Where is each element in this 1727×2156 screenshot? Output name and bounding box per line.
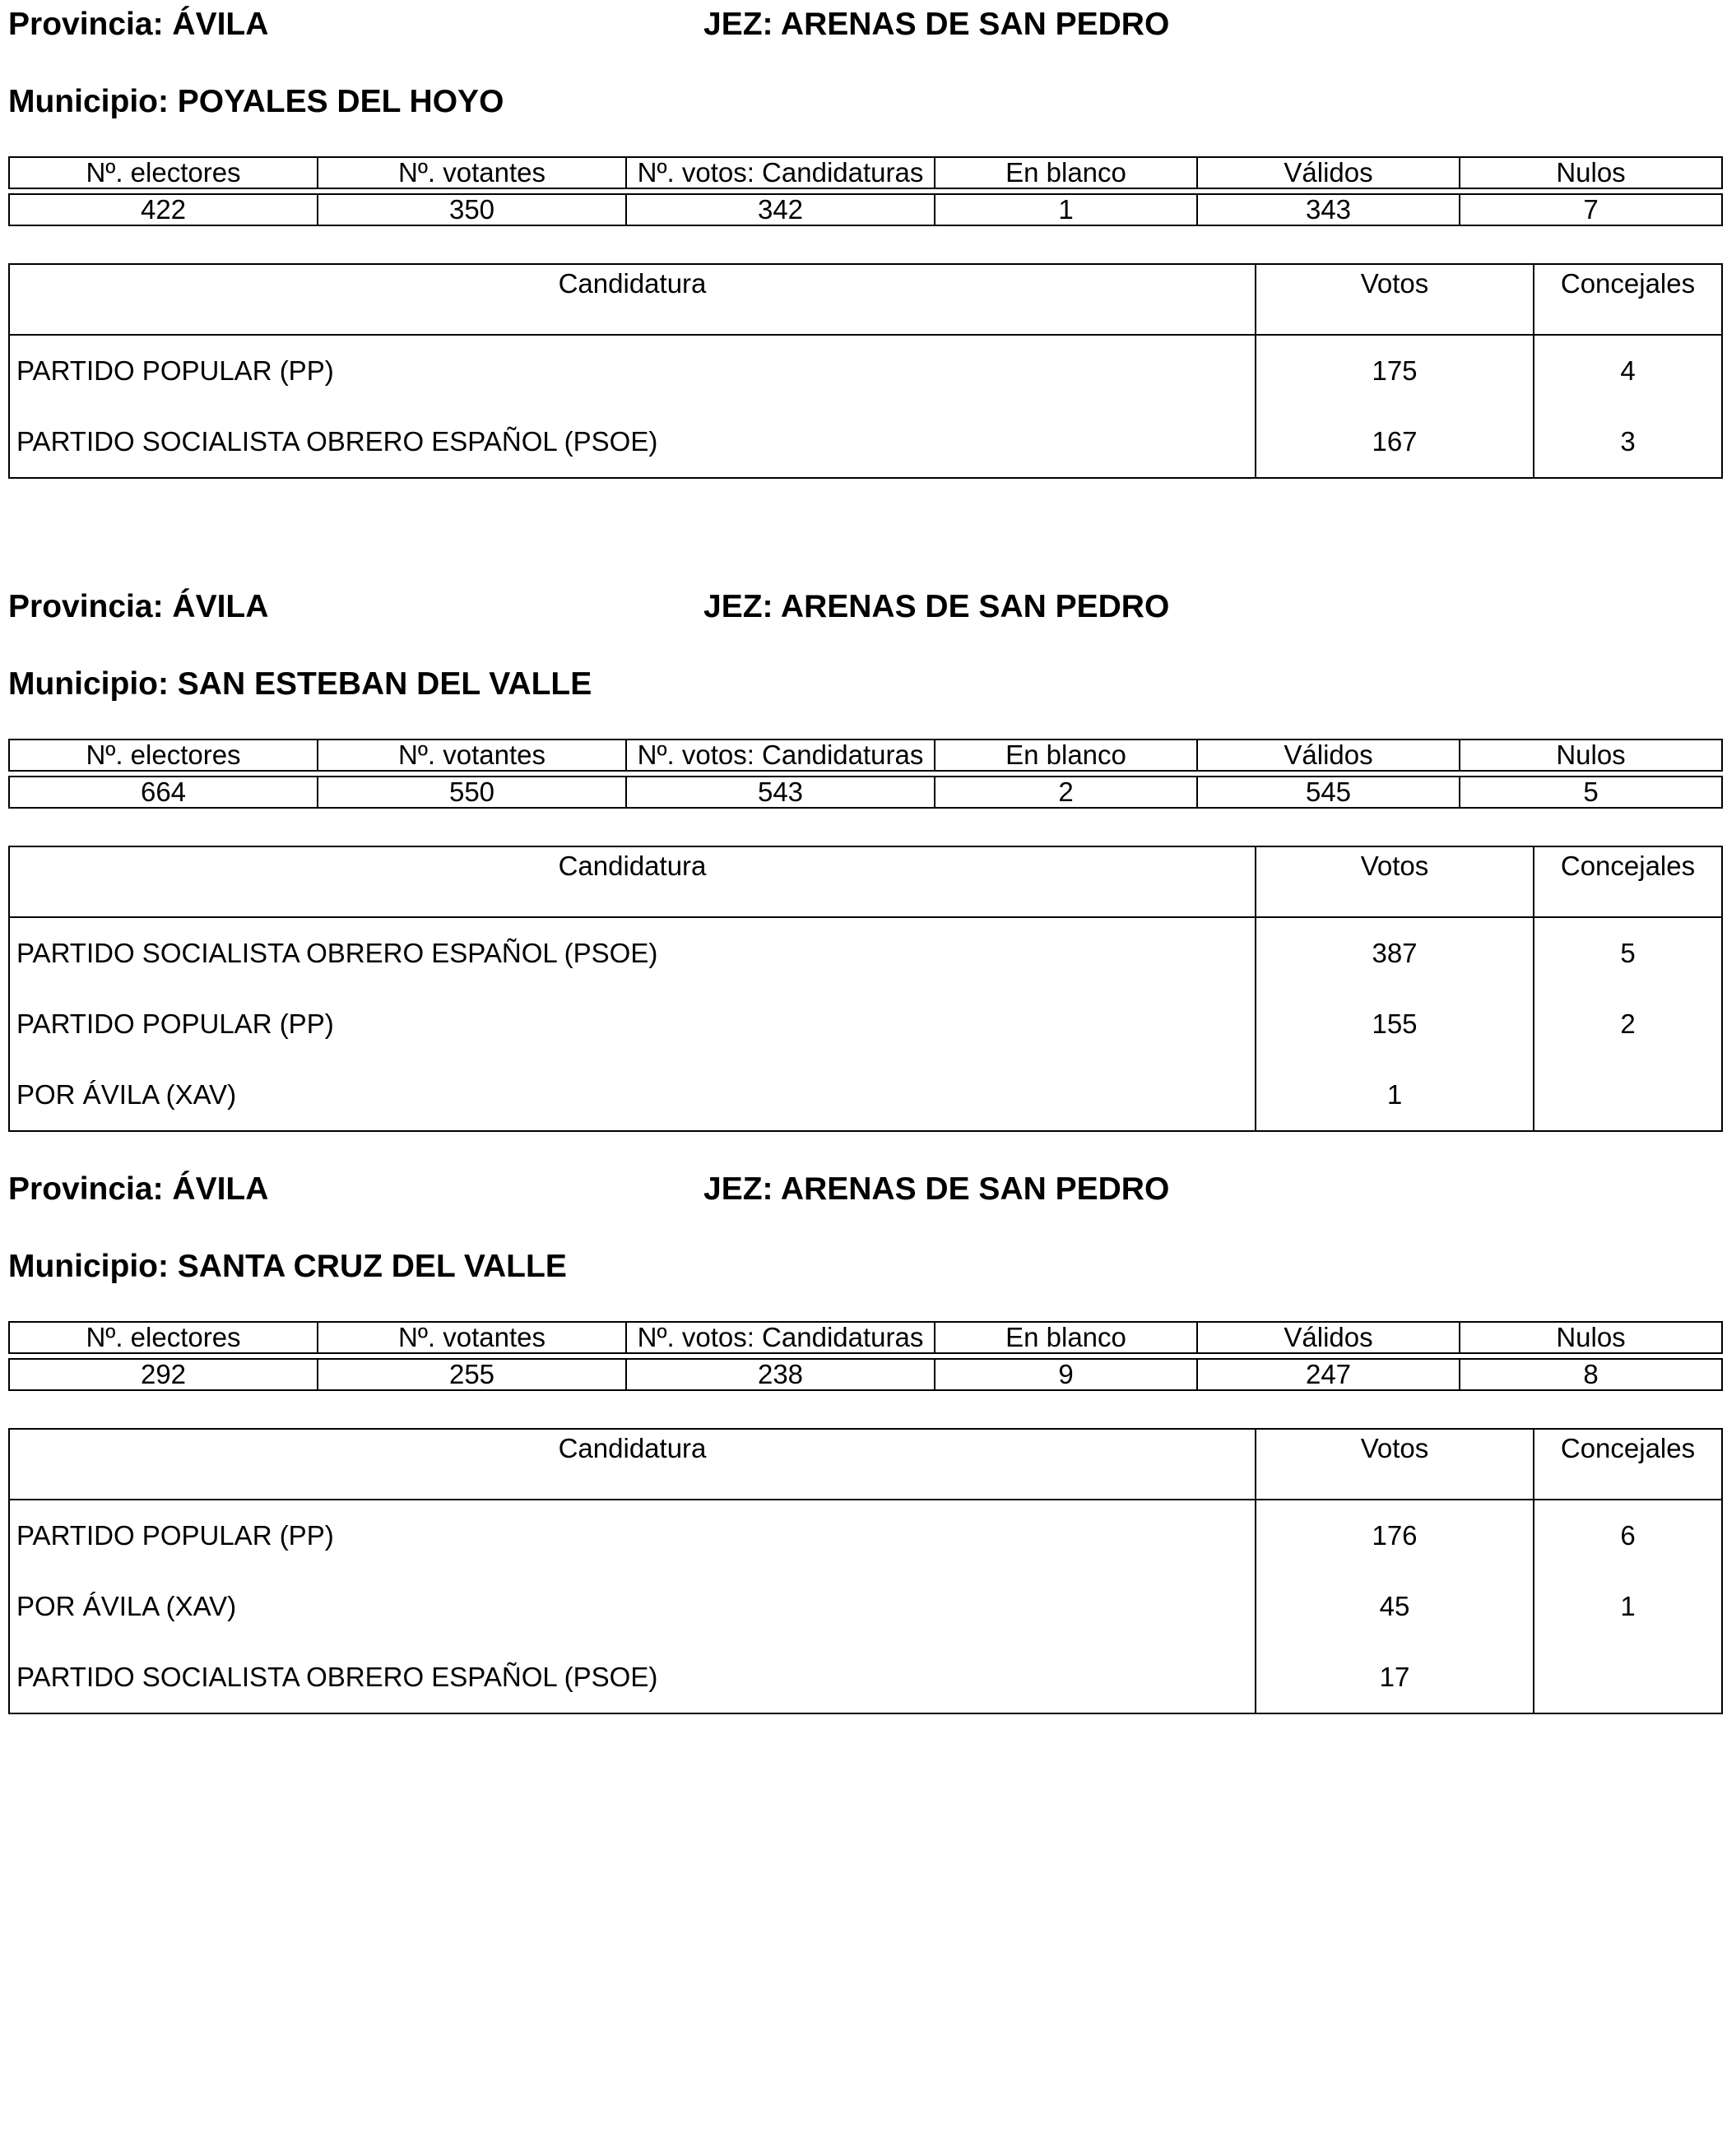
candidatura-concejales: 4: [1534, 335, 1722, 406]
value-votantes: 255: [318, 1359, 626, 1390]
value-electores: 292: [9, 1359, 318, 1390]
value-validos: 247: [1197, 1359, 1460, 1390]
municipio-block-2: [8, 589, 1721, 1110]
header-validos: Válidos: [1197, 740, 1460, 771]
candidatura-concejales: [1534, 1642, 1722, 1713]
header-votos: Votos: [1256, 264, 1534, 335]
value-votos-candidaturas: 543: [626, 777, 935, 808]
value-electores: 664: [9, 777, 318, 808]
stats-values-row: [9, 194, 1722, 225]
municipio-title: Municipio: POYALES DEL HOYO: [8, 84, 504, 119]
value-votantes: 550: [318, 777, 626, 808]
value-nulos: 5: [1460, 777, 1722, 808]
candidatura-row: [9, 917, 1722, 989]
municipio-block-3: [8, 1171, 1721, 1692]
value-validos: 545: [1197, 777, 1460, 808]
candidatura-name: PARTIDO POPULAR (PP): [9, 335, 1256, 406]
header-electores: Nº. electores: [9, 740, 318, 771]
candidatura-votos: 176: [1256, 1500, 1534, 1571]
provincia-label: Provincia: ÁVILA: [8, 589, 269, 624]
candidatura-votos: 17: [1256, 1642, 1534, 1713]
stats-table: [8, 156, 1723, 226]
header-validos: Válidos: [1197, 1322, 1460, 1353]
candidatura-votos: 387: [1256, 917, 1534, 989]
header-votos-candidaturas: Nº. votos: Candidaturas: [626, 740, 935, 771]
header-validos: Válidos: [1197, 157, 1460, 188]
candidatura-name: PARTIDO POPULAR (PP): [9, 989, 1256, 1059]
candidatura-votos: 175: [1256, 335, 1534, 406]
candidatura-row: [9, 989, 1722, 1059]
header-row: [8, 589, 1721, 638]
stats-header-row: [9, 740, 1722, 771]
candidatura-votos: 167: [1256, 406, 1534, 478]
stats-values-row: [9, 1359, 1722, 1390]
candidaturas-table: [8, 846, 1723, 1132]
candidatura-concejales: 2: [1534, 989, 1722, 1059]
header-concejales: Concejales: [1534, 264, 1722, 335]
stats-header-row: [9, 157, 1722, 188]
candidaturas-table: [8, 1428, 1723, 1714]
candidatura-name: POR ÁVILA (XAV): [9, 1571, 1256, 1642]
header-row: [8, 7, 1721, 56]
candidatura-concejales: 3: [1534, 406, 1722, 478]
stats-table: [8, 739, 1723, 809]
candidaturas-header-row: [9, 264, 1722, 335]
header-nulos: Nulos: [1460, 1322, 1722, 1353]
candidaturas-table: [8, 263, 1723, 479]
provincia-label: Provincia: ÁVILA: [8, 1171, 269, 1207]
header-concejales: Concejales: [1534, 1429, 1722, 1500]
header-votantes: Nº. votantes: [318, 740, 626, 771]
candidatura-row: [9, 406, 1722, 478]
value-en-blanco: 2: [935, 777, 1197, 808]
candidatura-concejales: [1534, 1059, 1722, 1131]
header-votantes: Nº. votantes: [318, 1322, 626, 1353]
municipio-title: Municipio: SAN ESTEBAN DEL VALLE: [8, 666, 592, 702]
header-en-blanco: En blanco: [935, 157, 1197, 188]
header-votos-candidaturas: Nº. votos: Candidaturas: [626, 1322, 935, 1353]
stats-header-row: [9, 1322, 1722, 1353]
jez-label: JEZ: ARENAS DE SAN PEDRO: [703, 7, 1170, 42]
jez-label: JEZ: ARENAS DE SAN PEDRO: [703, 1171, 1170, 1207]
candidatura-name: PARTIDO POPULAR (PP): [9, 1500, 1256, 1571]
value-nulos: 8: [1460, 1359, 1722, 1390]
jez-label: JEZ: ARENAS DE SAN PEDRO: [703, 589, 1170, 624]
header-row: [8, 1171, 1721, 1221]
value-en-blanco: 9: [935, 1359, 1197, 1390]
candidaturas-header-row: [9, 1429, 1722, 1500]
header-concejales: Concejales: [1534, 846, 1722, 917]
stats-table: [8, 1321, 1723, 1391]
candidatura-votos: 1: [1256, 1059, 1534, 1131]
candidatura-name: POR ÁVILA (XAV): [9, 1059, 1256, 1131]
candidatura-row: [9, 1059, 1722, 1131]
candidatura-row: [9, 335, 1722, 406]
value-electores: 422: [9, 194, 318, 225]
header-en-blanco: En blanco: [935, 740, 1197, 771]
candidatura-concejales: 6: [1534, 1500, 1722, 1571]
candidatura-name: PARTIDO SOCIALISTA OBRERO ESPAÑOL (PSOE): [9, 1642, 1256, 1713]
candidatura-row: [9, 1642, 1722, 1713]
value-votos-candidaturas: 342: [626, 194, 935, 225]
header-votos-candidaturas: Nº. votos: Candidaturas: [626, 157, 935, 188]
header-votos: Votos: [1256, 846, 1534, 917]
value-votos-candidaturas: 238: [626, 1359, 935, 1390]
value-nulos: 7: [1460, 194, 1722, 225]
candidaturas-header-row: [9, 846, 1722, 917]
candidatura-concejales: 1: [1534, 1571, 1722, 1642]
header-nulos: Nulos: [1460, 157, 1722, 188]
candidatura-name: PARTIDO SOCIALISTA OBRERO ESPAÑOL (PSOE): [9, 917, 1256, 989]
municipio-block-1: [8, 7, 1721, 457]
candidatura-row: [9, 1571, 1722, 1642]
municipio-title: Municipio: SANTA CRUZ DEL VALLE: [8, 1249, 567, 1284]
header-candidatura: Candidatura: [9, 846, 1256, 917]
header-electores: Nº. electores: [9, 1322, 318, 1353]
header-en-blanco: En blanco: [935, 1322, 1197, 1353]
candidatura-name: PARTIDO SOCIALISTA OBRERO ESPAÑOL (PSOE): [9, 406, 1256, 478]
value-validos: 343: [1197, 194, 1460, 225]
candidatura-votos: 45: [1256, 1571, 1534, 1642]
header-electores: Nº. electores: [9, 157, 318, 188]
candidatura-concejales: 5: [1534, 917, 1722, 989]
candidatura-votos: 155: [1256, 989, 1534, 1059]
header-candidatura: Candidatura: [9, 1429, 1256, 1500]
header-votos: Votos: [1256, 1429, 1534, 1500]
header-nulos: Nulos: [1460, 740, 1722, 771]
provincia-label: Provincia: ÁVILA: [8, 7, 269, 42]
header-votantes: Nº. votantes: [318, 157, 626, 188]
candidatura-row: [9, 1500, 1722, 1571]
header-candidatura: Candidatura: [9, 264, 1256, 335]
value-votantes: 350: [318, 194, 626, 225]
value-en-blanco: 1: [935, 194, 1197, 225]
stats-values-row: [9, 777, 1722, 808]
